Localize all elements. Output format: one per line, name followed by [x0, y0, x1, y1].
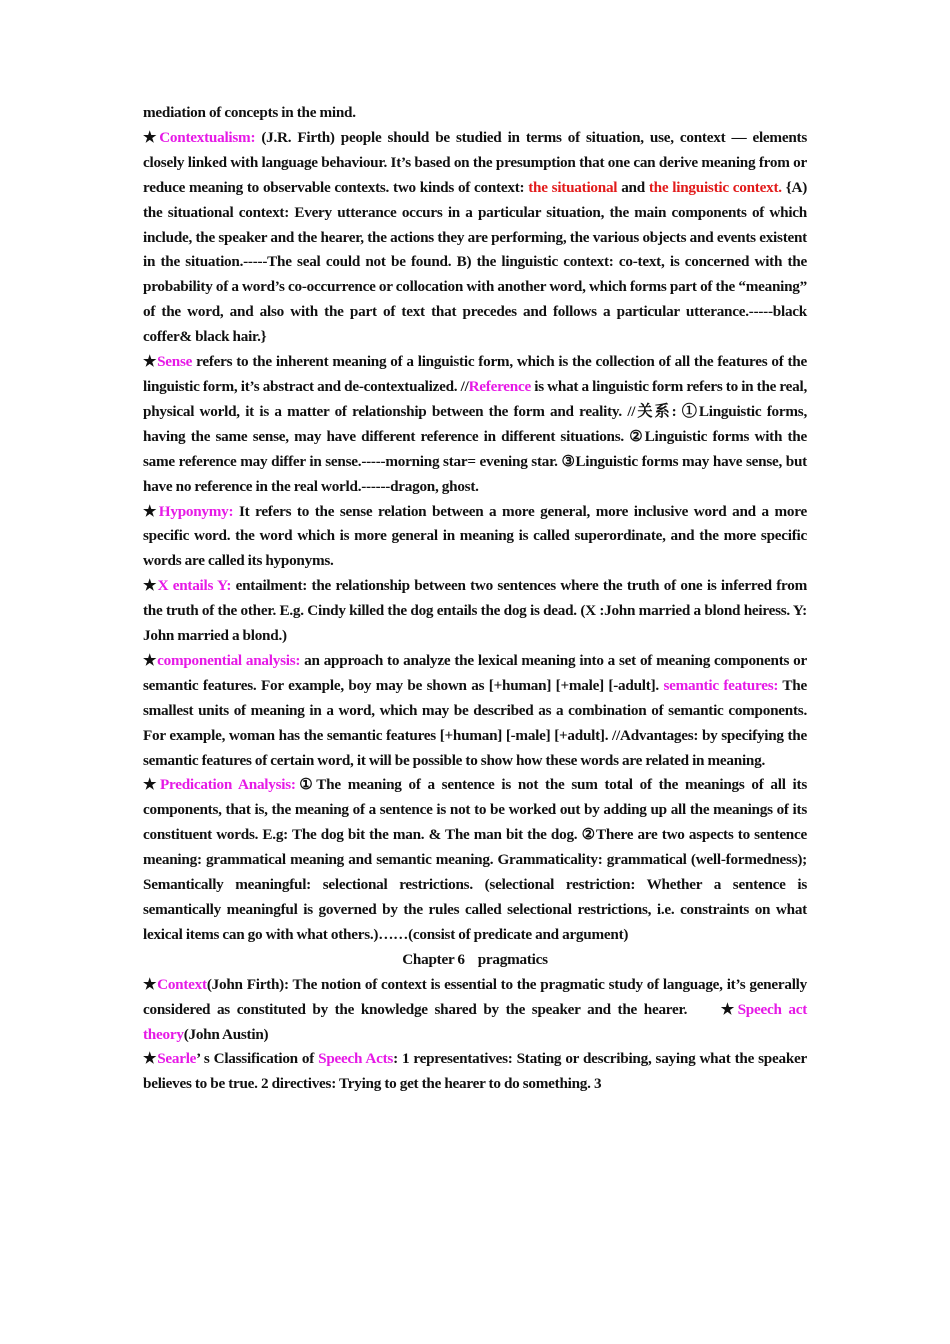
term-sense: Sense — [157, 353, 193, 371]
chapter-title: Chapter 6 pragmatics — [402, 950, 548, 968]
star-icon: ★ — [143, 502, 159, 520]
star-icon: ★ — [720, 1000, 738, 1018]
body-text: and — [617, 178, 649, 196]
term-contextualism: Contextualism: — [159, 128, 256, 146]
highlight-linguistic-context: the linguistic context. — [648, 178, 782, 196]
body-text: It refers to the sense relation between a more general, more inclusive word and a more specific word. the word which is more general in meaning is called superordinate, and the more specific words are called its hyponyms. — [143, 502, 807, 570]
body-text: mediation of concepts in the mind. — [143, 104, 356, 121]
body-text: is what a linguistic form refers to in the real, physical world, it is a matter of relationship between the form and reality. //关系: ①Linguistic forms, having the same sense, may have different reference in different situations. ②Linguistic forms with the same reference may differ in sense.-----morning star= evening star. ③Linguistic forms may have sense, but have no reference in the real world.------dragon, ghost. — [143, 377, 808, 495]
body-text: ①The meaning of a sentence is not the sum total of the meanings of all its components, that is, the meaning of a sentence is not to be worked out by adding up all the meanings of its constituent words. E.g: The dog bit the man. & The man bit the dog. ②There are two aspects to sentence meaning: grammatical meaning and semantic meaning. Grammaticality: grammatical (well-formedness); Semantically meaningful: selectional restrictions. (selectional restriction: Whether a sentence is semantically meaningful is governed by the rules called selectional restrictions, i.e. constraints on what lexical items can go with what others.)……(consist of predicate and argument) — [143, 776, 807, 943]
paragraph-context — [143, 973, 811, 1048]
body-text: ’ s Classification of — [196, 1050, 319, 1068]
term-searle: Searle — [157, 1050, 197, 1068]
paragraph-sense-reference — [143, 350, 807, 499]
document-page — [143, 101, 811, 1097]
body-text: The smallest units of meaning in a word, which may be described as a combination of semantic components. For example, woman has the semantic features [+human] [-male] [+adult]. //Advantages: by specifying the semantic features of certain word, it will be possible to show how these words are related in meaning. — [143, 676, 807, 769]
body-text: {A) the situational context: Every utterance occurs in a particular situation, the main components of which include, the speaker and the hearer, the actions they are performing, the various objects and events existent in the situation.-----The seal could not be found. B) the linguistic context: co-text, is concerned with the probability of a word’s co-occurrence or collocation with another word, which forms part of the “meaning” of the word, and also with the part of text that precedes and follows a particular utterance.-----black coffer& black hair.} — [143, 178, 807, 346]
term-predication-analysis: Predication Analysis: — [159, 776, 296, 794]
paragraph-componential-analysis — [143, 649, 807, 774]
star-icon: ★ — [143, 577, 158, 595]
paragraph-continuation — [143, 101, 807, 126]
paragraph-contextualism — [143, 126, 807, 350]
body-text: entailment: the relationship between two sentences where the truth of one is inferred from the truth of the other. E.g. Cindy killed the dog entails the dog is dead. (X :John married a blond heiress. Y: John married a blond.) — [143, 577, 807, 645]
term-x-entails-y: X entails Y: — [157, 577, 232, 595]
chapter-heading — [143, 948, 807, 973]
term-componential-analysis: componential analysis: — [157, 651, 301, 669]
star-icon: ★ — [143, 1050, 158, 1068]
body-text: : 1 representatives: Stating or describing, saying what the speaker believes to be true. 2 directives: Trying to get the hearer to do something. 3 — [143, 1050, 808, 1093]
star-icon: ★ — [143, 975, 158, 993]
term-speech-acts: Speech Acts — [318, 1050, 394, 1068]
term-reference: Reference — [468, 377, 531, 395]
body-text: an approach to analyze the lexical meaning into a set of meaning components or semantic features. For example, boy may be shown as [+human] [+male] [-adult]. — [143, 651, 807, 694]
body-text: (John Austin) — [183, 1025, 269, 1043]
star-icon: ★ — [143, 776, 160, 794]
term-speech-act-theory: Speech act theory — [143, 1000, 807, 1043]
star-icon: ★ — [143, 651, 158, 669]
star-icon: ★ — [143, 353, 158, 371]
paragraph-entailment — [143, 574, 807, 649]
term-semantic-features: semantic features: — [663, 676, 779, 694]
highlight-situational-context: the situational — [528, 178, 618, 196]
term-hyponymy: Hyponymy: — [158, 502, 234, 520]
body-text: (John Firth): The notion of context is essential to the pragmatic study of language, it’s generally considered as constituted by the knowledge shared by the speaker and the hearer. — [143, 975, 811, 1018]
star-icon: ★ — [143, 128, 160, 146]
term-context: Context — [157, 975, 207, 993]
paragraph-predication-analysis — [143, 773, 807, 947]
paragraph-searle-classification — [143, 1047, 807, 1097]
body-text: refers to the inherent meaning of a linguistic form, which is the collection of all the features of the linguistic form, it’s abstract and de-contextualized. // — [143, 353, 807, 395]
body-text: (J.R. Firth) people should be studied in terms of situation, use, context — elements closely linked with language behaviour. It’s based on the presumption that one can derive meaning from or reduce meaning to observable contexts. two kinds of context: — [143, 128, 807, 196]
paragraph-hyponymy — [143, 500, 807, 575]
